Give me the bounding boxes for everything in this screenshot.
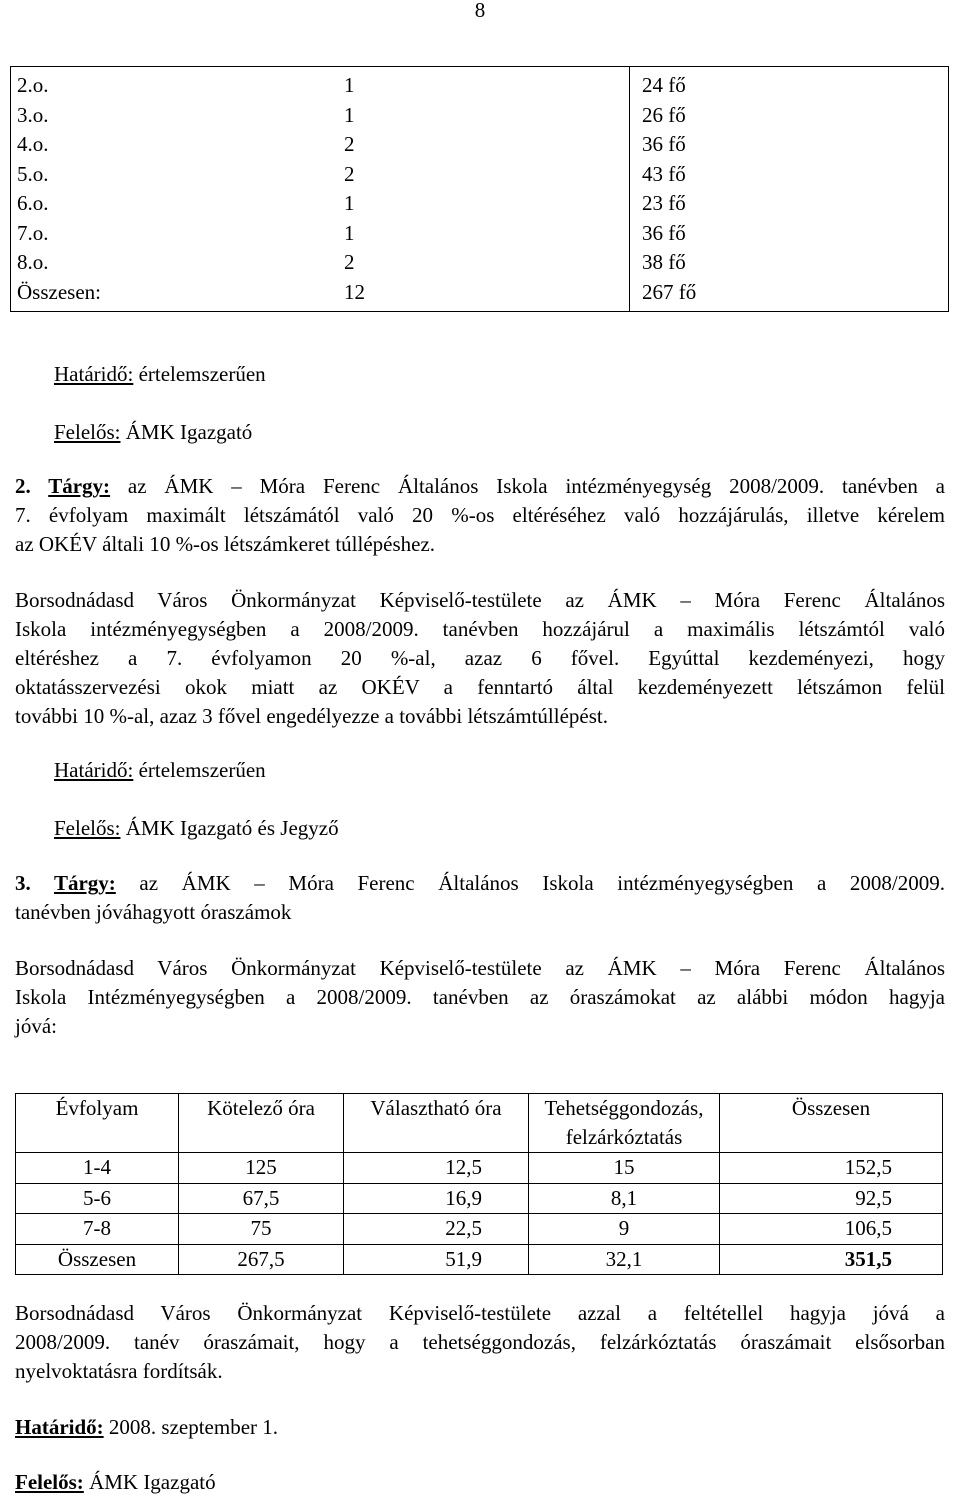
- table-row-total: [11, 278, 949, 312]
- table-row: [16, 1183, 943, 1214]
- classes-cell: 1: [344, 102, 355, 127]
- students-cell: 38 fő: [630, 248, 949, 278]
- mandatory-cell: 67,5: [179, 1183, 344, 1214]
- table-row: [11, 160, 949, 190]
- grade-cell: 5.o.: [17, 161, 49, 186]
- total-cell: [720, 1244, 943, 1275]
- optional-cell: 22,5: [344, 1214, 529, 1245]
- classes-cell: 2: [344, 161, 355, 186]
- item3-subject-label: Tárgy:: [53, 871, 116, 895]
- optional-cell: 51,9: [344, 1244, 529, 1275]
- talent-cell: 9: [529, 1214, 720, 1245]
- item2-body-line1: Borsodnádasd Város Önkormányzat Képviselő-testülete az ÁMK – Móra Ferenc Általános: [15, 588, 945, 612]
- closing-line2: 2008/2009. tanév óraszámait, hogy a tehetséggondozás, felzárkóztatás óraszámait elsősorban: [15, 1330, 945, 1354]
- responsible-label: Felelős:: [54, 420, 121, 444]
- responsible-label: Felelős:: [54, 816, 121, 840]
- total-cell: 92,5: [720, 1183, 943, 1214]
- header-talent-line2: felzárkóztatás: [565, 1125, 683, 1149]
- table-row: [11, 130, 949, 160]
- item2-subject-label: Tárgy:: [48, 474, 111, 498]
- item3-subject-text: az ÁMK – Móra Ferenc Általános Iskola intézményegységben a 2008/2009.: [115, 871, 945, 895]
- optional-cell: 16,9: [344, 1183, 529, 1214]
- mandatory-cell: 267,5: [179, 1244, 344, 1275]
- header-talent: [529, 1094, 720, 1153]
- grade-cell: 3.o.: [17, 102, 49, 127]
- hours-table: [15, 1093, 943, 1275]
- classes-cell: 1: [344, 220, 355, 245]
- table-row: [11, 101, 949, 131]
- grade-cell: Összesen:: [17, 279, 101, 304]
- mandatory-cell: 125: [179, 1153, 344, 1184]
- page-number: 8: [474, 0, 486, 22]
- closing-responsible-line: [15, 1468, 216, 1497]
- item2-subject-line1: [15, 472, 945, 501]
- total-cell: 152,5: [720, 1153, 943, 1184]
- deadline-value: értelemszerűen: [133, 758, 266, 782]
- item2-subject-line3: az OKÉV általi 10 %-os létszámkeret túllépéshez.: [15, 532, 436, 556]
- grade-cell: 5-6: [16, 1183, 179, 1214]
- item3-number: 3.: [15, 871, 54, 895]
- students-cell: 36 fő: [630, 219, 949, 249]
- responsible-value: ÁMK Igazgató és Jegyző: [120, 816, 339, 840]
- grade-cell: Összesen: [16, 1244, 179, 1275]
- classes-cell: 2: [344, 132, 355, 156]
- deadline-value: értelemszerűen: [133, 362, 266, 386]
- classes-cell: 1: [344, 73, 355, 97]
- grade-cell: 4.o.: [17, 132, 49, 156]
- table-row: [11, 248, 949, 278]
- item2-subject-line2: 7. évfolyam maximált létszámától való 20 %-os eltéréséhez való hozzájárulás, illetve kérelem: [15, 503, 945, 527]
- header-mandatory: Kötelező óra: [179, 1094, 344, 1153]
- item2-body-line4: oktatásszervezési okok miatt az OKÉV a fenntartó által kezdeményezett létszámon felül: [15, 675, 945, 699]
- students-cell: 26 fő: [630, 101, 949, 131]
- students-cell: 36 fő: [630, 130, 949, 160]
- classes-cell: 2: [344, 250, 355, 274]
- header-optional: Választható óra: [344, 1094, 529, 1153]
- talent-cell: 15: [529, 1153, 720, 1184]
- students-cell: 43 fő: [630, 160, 949, 190]
- grade-cell: 7-8: [16, 1214, 179, 1245]
- responsible-value: ÁMK Igazgató: [120, 420, 253, 444]
- deadline-line: [54, 360, 266, 389]
- item2-body-line2: Iskola intézményegységben a 2008/2009. tanévben hozzájárul a maximális létszámtól való: [15, 617, 945, 641]
- item3-body-line1: Borsodnádasd Város Önkormányzat Képviselő-testülete az ÁMK – Móra Ferenc Általános: [15, 956, 945, 980]
- closing-line3: nyelvoktatásra fordítsák.: [15, 1359, 223, 1383]
- grade-cell: 7.o.: [17, 220, 49, 245]
- item2-deadline-line: [54, 756, 266, 785]
- grade-cell: 8.o.: [17, 250, 49, 274]
- item2-body-line3: eltéréshez a 7. évfolyamon 20 %-al, azaz 6 fővel. Egyúttal kezdeményezi, hogy: [15, 646, 945, 670]
- table-row: [11, 67, 949, 101]
- students-cell: 23 fő: [630, 189, 949, 219]
- students-cell: 267 fő: [630, 278, 949, 312]
- item3-subject-line2: tanévben jóváhagyott óraszámok: [15, 900, 292, 924]
- closing-line1: Borsodnádasd Város Önkormányzat Képviselő-testülete azzal a feltétellel hagyja jóvá a: [15, 1301, 945, 1325]
- total-cell: 106,5: [720, 1214, 943, 1245]
- classes-cell: 12: [344, 279, 365, 304]
- item2-responsible-line: [54, 814, 339, 843]
- table-row: [16, 1153, 943, 1184]
- deadline-label: Határidő:: [54, 362, 134, 386]
- item3-body-line2: Iskola Intézményegységben a 2008/2009. tanévben az óraszámokat az alábbi módon hagyja: [15, 985, 945, 1009]
- mandatory-cell: 75: [179, 1214, 344, 1245]
- grade-cell: 1-4: [16, 1153, 179, 1184]
- header-grade: Évfolyam: [16, 1094, 179, 1153]
- header-talent-line1: Tehetséggondozás,: [544, 1096, 704, 1120]
- talent-cell: 8,1: [529, 1183, 720, 1214]
- grade-cell: 6.o.: [17, 191, 49, 215]
- deadline-label: Határidő:: [54, 758, 134, 782]
- header-total: Összesen: [720, 1094, 943, 1153]
- deadline-value: 2008. szeptember 1.: [103, 1415, 279, 1439]
- talent-cell: 32,1: [529, 1244, 720, 1275]
- responsible-label: Felelős:: [15, 1470, 84, 1494]
- table-row: [11, 219, 949, 249]
- optional-cell: 12,5: [344, 1153, 529, 1184]
- students-cell: 24 fő: [630, 67, 949, 101]
- grade-cell: 2.o.: [17, 73, 49, 97]
- item2-number: 2.: [15, 474, 49, 498]
- item2-subject-text: az ÁMK – Móra Ferenc Általános Iskola intézményegység 2008/2009. tanévben a: [110, 474, 945, 498]
- classes-cell: 1: [344, 191, 355, 215]
- table-row: [11, 189, 949, 219]
- item3-body-line3: jóvá:: [15, 1014, 57, 1038]
- responsible-value: ÁMK Igazgató: [83, 1470, 216, 1494]
- item3-subject-line1: [15, 869, 945, 898]
- item2-body-line5: további 10 %-al, azaz 3 fővel engedélyezze a további létszámtúllépést.: [15, 704, 608, 728]
- responsible-line: [54, 418, 252, 447]
- table-row-total: [16, 1244, 943, 1275]
- closing-deadline-line: [15, 1413, 278, 1442]
- deadline-label: Határidő:: [15, 1415, 104, 1439]
- grand-total-value: 351,5: [844, 1246, 892, 1271]
- table-header-row: [16, 1094, 943, 1153]
- class-count-table: [10, 66, 949, 312]
- table-row: [16, 1214, 943, 1245]
